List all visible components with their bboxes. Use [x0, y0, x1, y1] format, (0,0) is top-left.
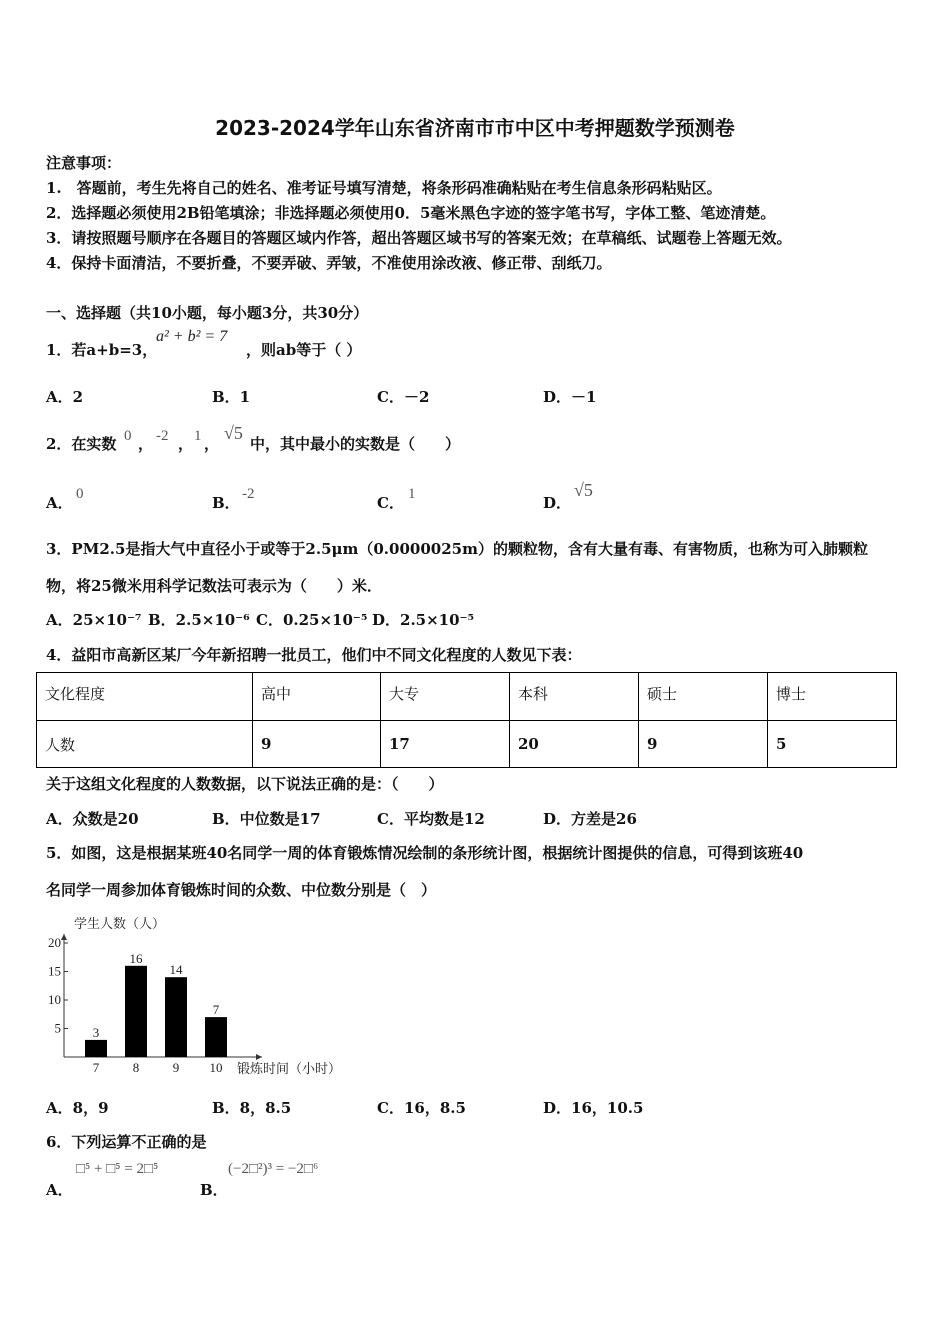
q3-option-c: C．0.25×10⁻⁵ [256, 611, 368, 629]
notice-heading: 注意事项： [46, 154, 122, 172]
table-cell: 9 [253, 721, 381, 768]
y-tick-label: 15 [48, 963, 61, 979]
q5-option-a: A．8，9 [46, 1099, 109, 1117]
q2-num-1: -2 [156, 428, 169, 444]
table-cell: 本科 [510, 673, 639, 721]
table-cell: 人数 [37, 721, 253, 768]
q3-option-b: B．2.5×10⁻⁶ [148, 611, 250, 629]
q2-suffix: 中，其中最小的实数是（ ） [250, 435, 461, 453]
q2-option-a-value: 0 [76, 486, 84, 502]
data-label: 16 [129, 950, 143, 966]
q3-line-1: 3．PM2.5是指大气中直径小于或等于2.5μm（0.0000025m）的颗粒物，含有大量有毒、有害物质，也称为可入肺颗粒 [46, 540, 868, 558]
q6-text: 6．下列运算不正确的是 [46, 1133, 207, 1151]
bar-7 [85, 1040, 107, 1057]
q2-num-3: √5 [224, 423, 243, 443]
q2-num-0: 0 [124, 428, 132, 444]
x-tick-label: 7 [92, 1060, 100, 1075]
table-cell: 17 [381, 721, 510, 768]
q6-option-a-formula: □⁵ + □⁵ = 2□⁵ [76, 1161, 159, 1177]
notice-item-3: 3．请按照题号顺序在各题目的答题区域内作答，超出答题区域书写的答案无效；在草稿纸、试题卷上答题无效。 [46, 229, 792, 247]
table-cell: 高中 [253, 673, 381, 721]
q4-after: 关于这组文化程度的人数数据，以下说法正确的是：（ ） [46, 775, 444, 793]
q1-option-a: A．2 [46, 388, 84, 406]
x-axis-label: 锻炼时间（小时） [237, 1061, 342, 1076]
page-title: 2023-2024学年山东省济南市市中区中考押题数学预测卷 [215, 116, 735, 140]
q2-num-2: 1 [194, 428, 202, 444]
notice-item-2: 2．选择题必须使用2B铅笔填涂；非选择题必须使用0．5毫米黑色字迹的签字笔书写，字体工整、笔迹清楚。 [46, 204, 776, 222]
q4-option-c: C．平均数是12 [377, 810, 485, 828]
q6-option-a-letter: A． [46, 1181, 73, 1199]
data-label: 3 [92, 1024, 100, 1040]
table-cell: 20 [510, 721, 639, 768]
y-tick-label: 10 [48, 992, 61, 1007]
table-cell: 文化程度 [37, 673, 253, 721]
bar-8 [125, 966, 147, 1057]
chart-bars [85, 951, 227, 1075]
q5-option-c: C．16，8.5 [377, 1099, 466, 1117]
q2-option-d-value: √5 [574, 480, 593, 500]
q3-line-2: 物，将25微米用科学记数法可表示为（ ）米． [46, 577, 382, 595]
q5-option-b: B．8，8.5 [212, 1099, 292, 1117]
q5-line-1: 5．如图，这是根据某班40名同学一周的体育锻炼情况绘制的条形统计图，根据统计图提供的信息，可得到该班40 [46, 844, 804, 862]
q4-option-b: B．中位数是17 [212, 810, 321, 828]
q2-option-c-letter: C． [377, 494, 404, 512]
data-label: 14 [169, 962, 183, 978]
q2-sep-3: ， [204, 435, 220, 453]
q4-option-a: A．众数是20 [46, 810, 139, 828]
y-axis-label: 学生人数（人） [74, 916, 166, 931]
table-header-row [37, 673, 897, 721]
q2-option-b-value: -2 [242, 486, 255, 502]
q4-option-d: D．方差是26 [543, 810, 637, 828]
table-cell: 大专 [381, 673, 510, 721]
q3-option-a: A．25×10⁻⁷ [46, 611, 142, 629]
bar-9 [165, 977, 187, 1057]
q1-option-d: D．－1 [543, 388, 597, 406]
q2-option-a-letter: A． [46, 494, 73, 512]
q2-option-c-value: 1 [408, 486, 416, 502]
y-axis-arrow [61, 934, 67, 940]
table-cell: 博士 [768, 673, 897, 721]
data-label: 7 [212, 1002, 220, 1018]
notice-item-4: 4．保持卡面清洁，不要折叠，不要弄破、弄皱，不准使用涂改液、修正带、刮纸刀。 [46, 254, 612, 272]
table-cell: 5 [768, 721, 897, 768]
q1-prefix: 1．若a+b=3， [46, 341, 158, 359]
section-heading: 一、选择题（共10小题，每小题3分，共30分） [46, 304, 369, 322]
q1-option-b: B．1 [212, 388, 251, 406]
x-tick-label: 10 [209, 1060, 223, 1075]
q2-sep-2: ， [178, 435, 194, 453]
table-cell: 硕士 [639, 673, 768, 721]
x-tick-label: 9 [172, 1060, 180, 1075]
q1-option-c: C．－2 [377, 388, 430, 406]
table-row [37, 721, 897, 768]
q2-option-d-letter: D． [543, 494, 572, 512]
x-tick-label: 8 [132, 1060, 140, 1075]
q2-sep-1: ， [138, 435, 154, 453]
chart-ticks [48, 935, 68, 1036]
q3-option-d: D．2.5×10⁻⁵ [372, 611, 475, 629]
y-tick-label: 20 [48, 935, 61, 950]
y-tick-label: 5 [54, 1020, 61, 1036]
education-table [36, 672, 897, 768]
bar-10 [205, 1017, 227, 1057]
bar-chart [40, 910, 370, 1085]
q5-option-d: D．16，10.5 [543, 1099, 644, 1117]
q4-text: 4．益阳市高新区某厂今年新招聘一批员工，他们中不同文化程度的人数见下表： [46, 646, 582, 664]
x-axis-arrow [256, 1054, 262, 1060]
q6-option-b-formula: (−2□²)³ = −2□⁶ [228, 1161, 319, 1177]
q1-suffix: ，则ab等于（ ） [246, 341, 362, 359]
q5-line-2: 名同学一周参加体育锻炼时间的众数、中位数分别是（ ） [46, 881, 437, 899]
q2-option-b-letter: B． [212, 494, 240, 512]
table-cell: 9 [639, 721, 768, 768]
q2-prefix: 2．在实数 [46, 435, 117, 453]
notice-item-1: 1. 答题前，考生先将自己的姓名、准考证号填写清楚，将条形码准确粘贴在考生信息条形码粘贴区。 [46, 179, 722, 197]
q1-formula: a² + b² = 7 [156, 328, 228, 345]
q6-option-b-letter: B． [200, 1181, 228, 1199]
